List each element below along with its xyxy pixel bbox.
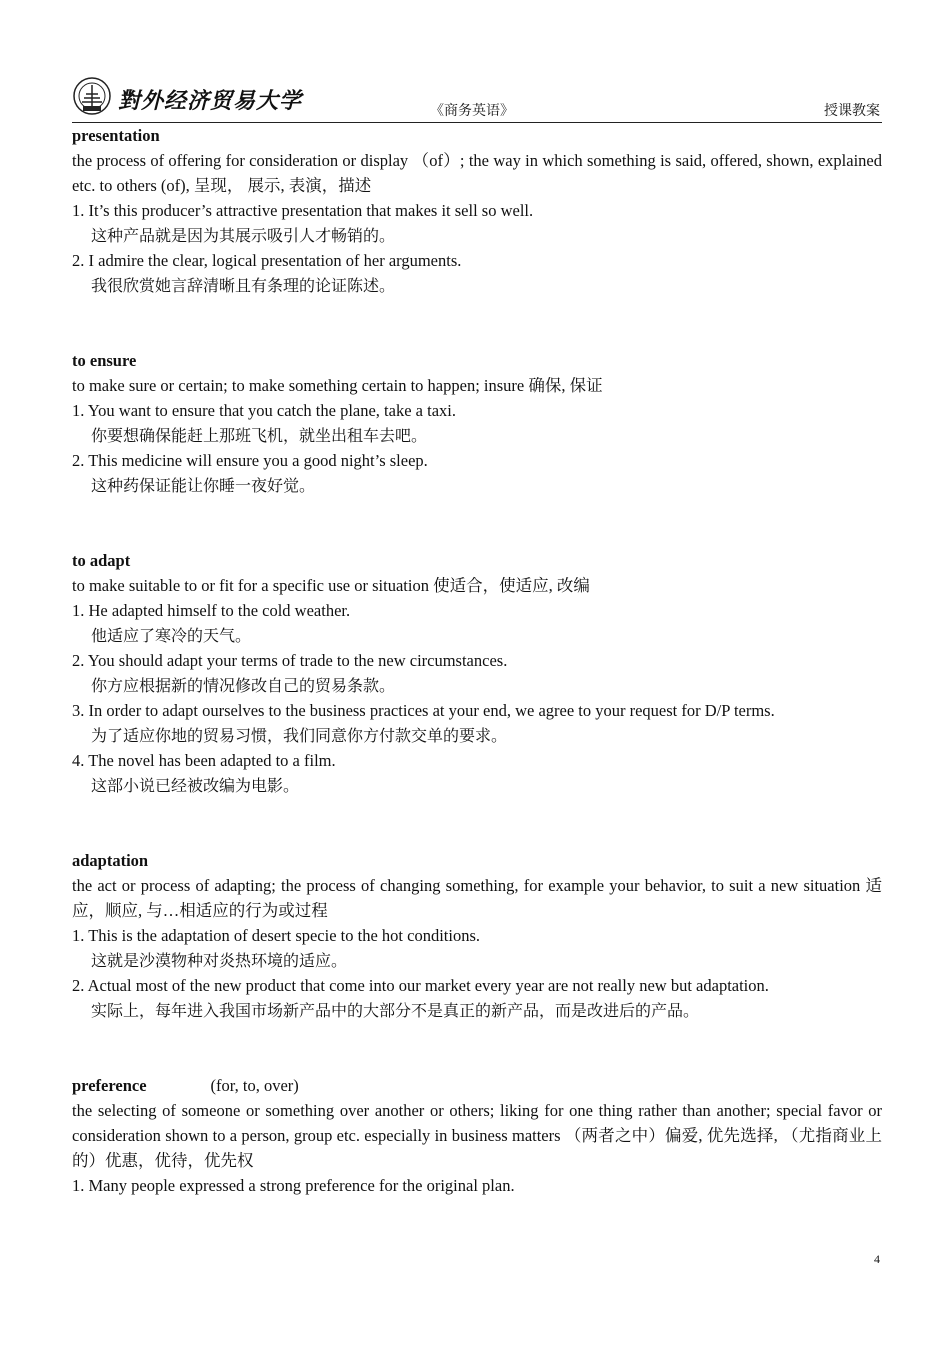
example-sentence: 1. This is the adaptation of desert specie to the hot conditions. bbox=[72, 926, 480, 945]
example-sentence: 4. The novel has been adapted to a film. bbox=[72, 751, 336, 770]
entry-term: adaptation bbox=[72, 851, 149, 870]
course-title: 《商务英语》 bbox=[430, 104, 514, 119]
example-translation: 这种药保证能让你睡一夜好觉。 bbox=[91, 476, 316, 495]
entry-definition: the selecting of someone or something over another or others; liking for one thing rather than another; special favor or consideration shown to a person, group etc. especially in business matters （两者之中）偏爱, 优先选择, （尤指商业上的）优惠，优待，优先权 bbox=[72, 1101, 882, 1170]
example-translation: 这部小说已经被改编为电影。 bbox=[91, 776, 300, 795]
university-name: 對外经济贸易大学 bbox=[118, 88, 303, 114]
entry-term-line bbox=[72, 1073, 882, 1098]
entry-definition: the act or process of adapting; the process of changing something, for example your behavior, to suit a new situation 适应，顺应, 与…相适应的行为或过程 bbox=[72, 876, 882, 920]
vocab-entry-presentation bbox=[72, 123, 882, 298]
example-translation: 你要想确保能赶上那班飞机，就坐出租车去吧。 bbox=[91, 426, 428, 445]
entry-term-note: (for, to, over) bbox=[210, 1076, 299, 1095]
example-translation: 为了适应你地的贸易习惯，我们同意你方付款交单的要求。 bbox=[91, 726, 508, 745]
vocab-entry-adaptation bbox=[72, 848, 882, 1023]
entry-term: to ensure bbox=[72, 351, 137, 370]
example-sentence: 2. You should adapt your terms of trade to the new circumstances. bbox=[72, 651, 508, 670]
vocabulary-content bbox=[72, 123, 882, 1198]
entry-term: to adapt bbox=[72, 551, 131, 570]
vocab-entry-adapt bbox=[72, 548, 882, 798]
entry-definition: to make suitable to or fit for a specific use or situation 使适合，使适应, 改编 bbox=[72, 576, 590, 595]
example-sentence: 3. In order to adapt ourselves to the business practices at your end, we agree to your request for D/P terms. bbox=[72, 701, 775, 720]
page-number: 4 bbox=[874, 1252, 880, 1266]
example-sentence: 2. This medicine will ensure you a good night’s sleep. bbox=[72, 451, 428, 470]
example-translation: 这种产品就是因为其展示吸引人才畅销的。 bbox=[91, 226, 396, 245]
example-sentence: 1. It’s this producer’s attractive presentation that makes it sell so well. bbox=[72, 201, 534, 220]
entry-definition: the process of offering for consideration or display （of）; the way in which something is said, offered, shown, explained etc. to others (of), 呈现， 展示, 表演，描述 bbox=[72, 151, 882, 195]
entry-definition: to make sure or certain; to make something certain to happen; insure 确保, 保证 bbox=[72, 376, 603, 395]
vocab-entry-ensure bbox=[72, 348, 882, 498]
university-logo bbox=[72, 74, 302, 116]
example-sentence: 2. I admire the clear, logical presentation of her arguments. bbox=[72, 251, 462, 270]
example-sentence: 2. Actual most of the new product that come into our market every year are not really new but adaptation. bbox=[72, 976, 769, 995]
document-type: 授课教案 bbox=[824, 104, 880, 119]
example-translation: 实际上，每年进入我国市场新产品中的大部分不是真正的新产品，而是改进后的产品。 bbox=[91, 1001, 700, 1020]
example-translation: 你方应根据新的情况修改自己的贸易条款。 bbox=[91, 676, 396, 695]
example-translation: 我很欣赏她言辞清晰且有条理的论证陈述。 bbox=[91, 276, 396, 295]
page-header bbox=[72, 74, 882, 123]
example-sentence: 1. You want to ensure that you catch the plane, take a taxi. bbox=[72, 401, 456, 420]
example-translation: 这就是沙漠物种对炎热环境的适应。 bbox=[91, 951, 348, 970]
entry-term: preference bbox=[72, 1076, 147, 1095]
example-sentence: 1. Many people expressed a strong preference for the original plan. bbox=[72, 1176, 515, 1195]
university-emblem-icon bbox=[72, 76, 112, 116]
vocab-entry-preference bbox=[72, 1073, 882, 1198]
entry-term: presentation bbox=[72, 126, 160, 145]
example-sentence: 1. He adapted himself to the cold weather. bbox=[72, 601, 351, 620]
example-translation: 他适应了寒冷的天气。 bbox=[91, 626, 252, 645]
